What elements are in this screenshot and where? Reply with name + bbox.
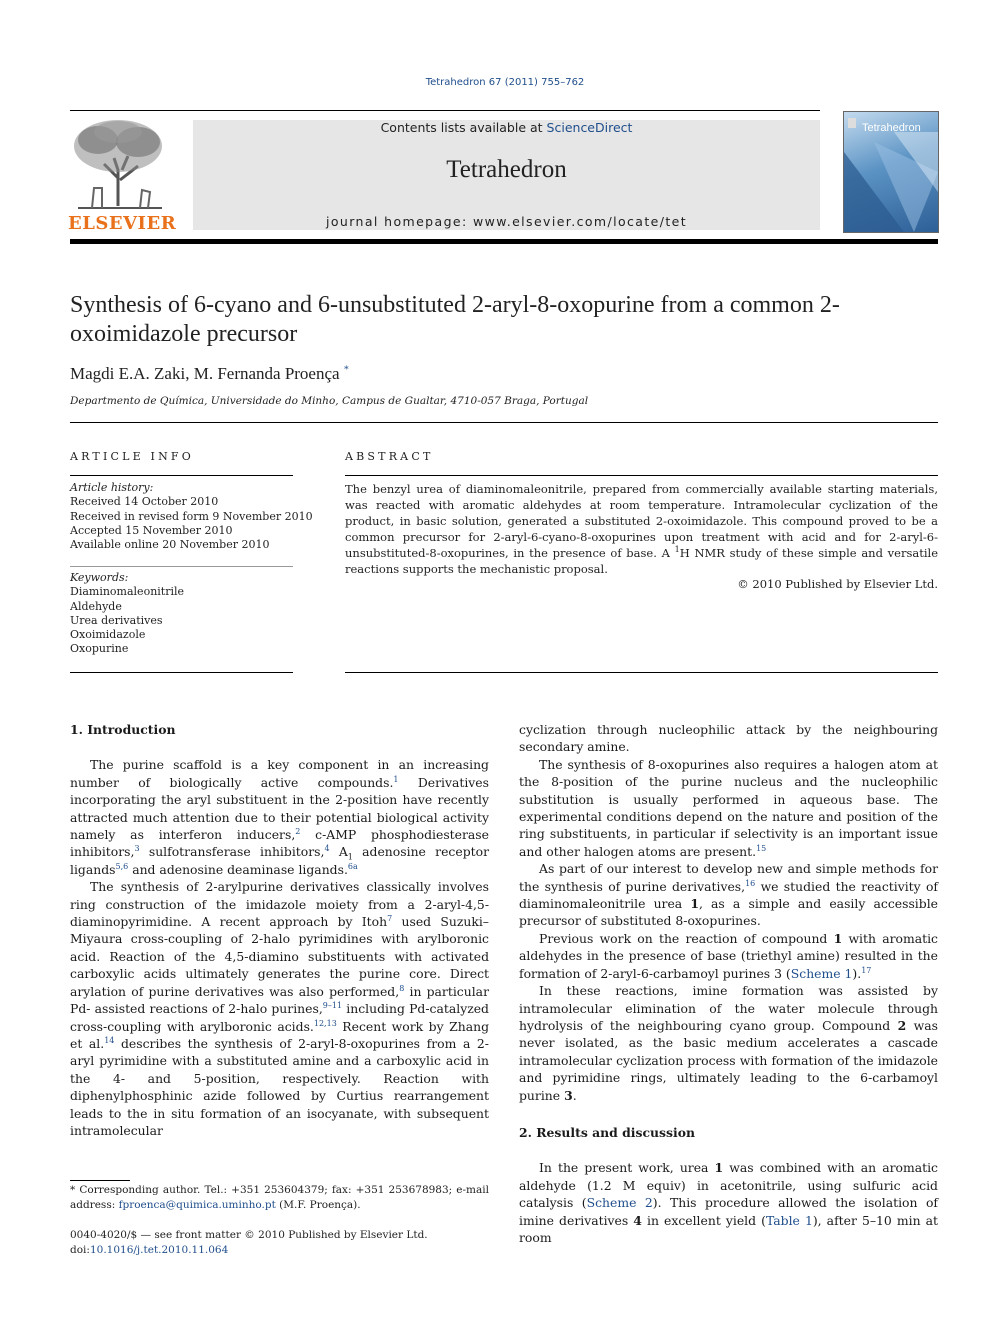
author-proenca[interactable]: M. Fernanda Proença <box>193 364 340 383</box>
ref-link[interactable]: 3 <box>134 844 140 854</box>
author-zaki[interactable]: Magdi E.A. Zaki, <box>70 364 194 383</box>
body-left-column <box>70 721 489 1139</box>
abstract-heading: ABSTRACT <box>345 450 434 463</box>
scheme-2-link[interactable]: Scheme 2 <box>586 1195 653 1211</box>
history-label: Article history: <box>70 481 154 494</box>
contents-prefix: Contents lists available at <box>380 120 547 135</box>
ref-link[interactable]: 8 <box>399 983 405 993</box>
ref-link[interactable]: 15 <box>756 843 767 853</box>
body-paragraph: Previous work on the reaction of compound 1 with aromatic aldehydes in the presence of base (triethyl amine) resulted in the formation of 2-aryl-6-carbamoyl purines 3 (Scheme 1).$^{17}$ <box>519 930 938 981</box>
article-info-rule <box>70 475 293 476</box>
elsevier-logo[interactable] <box>68 118 177 234</box>
issn-line: 0040-4020/$ — see front matter © 2010 Published by Elsevier Ltd. <box>70 1229 428 1241</box>
affiliation: Departmento de Química, Universidade do Minho, Campus de Gualtar, 4710-057 Braga, Portugal <box>70 395 589 407</box>
keyword: Aldehyde <box>70 599 122 613</box>
elsevier-tree-icon <box>68 118 172 210</box>
keyword: Diaminomaleonitrile <box>70 585 185 599</box>
body-paragraph: In the present work, urea 1 was combined with an aromatic aldehyde (1.2 M equiv) in acetonitrile, using sulfuric acid catalysis (Scheme 2). This procedure allowed the isolation of imine derivatives 4 in excellent yield (Table 1), after 5–10 min at room <box>519 1160 938 1245</box>
body-paragraph: The synthesis of 8-oxopurines also requires a halogen atom at the 8-position of the purine nucleus and the nucleophilic substitution is usually performed in aqueous base. The experimental conditions depend on the nature and position of the ring substituents, in particular if selectivity is an important issue and other halogen atoms are present.$^{15}$ <box>519 756 938 859</box>
sciencedirect-link[interactable]: ScienceDirect <box>546 120 633 135</box>
history-item: Received 14 October 2010 <box>70 495 219 509</box>
ref-link[interactable]: 1 <box>393 774 399 784</box>
history-item: Received in revised form 9 November 2010 <box>70 509 313 523</box>
article-info-bottom-rule <box>70 672 293 673</box>
history-item: Available online 20 November 2010 <box>70 538 270 552</box>
contents-line <box>193 120 820 135</box>
doi-link[interactable]: 10.1016/j.tet.2010.11.064 <box>89 1243 229 1256</box>
body-right-column <box>519 721 938 1246</box>
keyword: Oxoimidazole <box>70 628 146 642</box>
abstract-text: The benzyl urea of diaminomaleonitrile, prepared from commercially available starting materials, was reacted with aromatic aldehydes at room temperature. Intramolecular cyclization of the product, in basic solution, generated a substituted 2-oxoimidazole. This compound proved to be a common precursor for 2-aryl-6-cyano-8-oxopurines upon treatment with acid and for 2-aryl-6-unsubstituted-8-oxopurines, in the presence of base. A $^1$H NMR study of these simple and versatile reactions supports the mechanistic proposal. <box>345 482 938 576</box>
doi-line: doi:10.1016/j.tet.2010.11.064 <box>70 1243 229 1256</box>
abstract-copyright: © 2010 Published by Elsevier Ltd. <box>737 577 938 591</box>
ref-link[interactable]: 9–11 <box>322 1000 343 1010</box>
history-item: Accepted 15 November 2010 <box>70 523 233 537</box>
journal-citation[interactable]: Tetrahedron 67 (2011) 755–762 <box>425 77 585 88</box>
elsevier-wordmark: ELSEVIER <box>68 213 177 234</box>
ref-link[interactable]: 16 <box>745 878 756 888</box>
keywords <box>70 571 184 657</box>
intro-paragraph-1: The purine scaffold is a key component in an increasing number of biologically active compounds.$^1$ Derivatives incorporating the aryl substituent in the 2-position have recently attracted much attention due to their potential biological activity namely as interferon inducers,$^2$ c-AMP phosphodiesterase inhibitors,$^3$ sulfotransferase inhibitors,$^4$ $A_1$ adenosine receptor ligands$^{5,6}$ and adenosine deaminase ligands.$^{6a}$ <box>70 757 489 877</box>
ref-link[interactable]: 4 <box>324 844 330 854</box>
email-link[interactable]: fproenca@quimica.uminho.pt <box>118 1199 276 1211</box>
intro-heading: 1. Introduction <box>70 722 176 737</box>
abstract-rule <box>345 475 938 476</box>
journal-cover-thumbnail[interactable] <box>843 111 939 233</box>
corresponding-author-mark[interactable]: * <box>343 364 349 376</box>
ref-link[interactable]: 2 <box>295 826 301 836</box>
journal-banner <box>193 120 820 230</box>
keyword: Oxopurine <box>70 642 129 656</box>
ref-link[interactable]: 14 <box>104 1035 115 1045</box>
journal-name: Tetrahedron <box>446 156 567 183</box>
body-paragraph: As part of our interest to develop new and simple methods for the synthesis of purine derivatives,$^{16}$ we studied the reactivity of diaminomaleonitrile urea 1, as a simple and easily accessible precursor of substituted 8-oxopurines. <box>519 861 938 929</box>
keyword: Urea derivatives <box>70 613 163 627</box>
ref-link[interactable]: 6a <box>347 861 358 871</box>
body-paragraph: In these reactions, imine formation was assisted by intramolecular elimination of the water molecule through hydrolysis of the neighbouring cyano group. Compound 2 was never isolated, as the basic medium accelerates a cascade intramolecular cyclization process with formation of the imidazole and pyrimidine rings, ultimately leading to the 6-carbamoyl purine 3. <box>519 983 939 1103</box>
title-rule <box>70 422 938 423</box>
cover-title: Tetrahedron <box>862 122 921 134</box>
ref-link[interactable]: 17 <box>861 965 872 975</box>
header-thick-rule <box>70 239 938 244</box>
abstract-bottom-rule <box>345 672 938 673</box>
intro-paragraph-2: The synthesis of 2-arylpurine derivatives classically involves ring construction of the imidazole moiety from a 2-aryl-4,5-diaminopyrimidine. A recent approach by Itoh$^7$ used Suzuki–Miyaura cross-coupling of 2-halo pyrimidines with arylboronic acid. Reaction of the 4,5-diamino substituents with activated carboxylic acids ultimately generates the purine core. Direct arylation of purine derivatives was also performed,$^8$ in particular Pd- assisted reactions of 2-halo purines,$^{9-11}$ including Pd-catalyzed cross-coupling with arylboronic acids.$^{12,13}$ Recent work by Zhang et al.$^{14}$ describes the synthesis of 2-aryl-8-oxopurines from a 2-aryl pyrimidine with a substituted amine and a carboxylic acid in the 4- and 5-position, respectively. Reaction with diphenylphosphinic azide followed by Curtius rearrangement leads to the in situ formation of an isocyanate, with subsequent intramolecular <box>70 879 490 1138</box>
author-list <box>70 364 349 384</box>
header-rule <box>70 110 820 111</box>
results-heading: 2. Results and discussion <box>519 1124 695 1140</box>
issn-doi <box>70 1228 428 1257</box>
body-paragraph-continued: cyclization through nucleophilic attack by the neighbouring secondary amine. <box>519 722 938 755</box>
table-1-link[interactable]: Table 1 <box>765 1212 813 1228</box>
article-info-heading: ARTICLE INFO <box>70 450 194 463</box>
ref-link[interactable]: 7 <box>387 913 393 923</box>
ref-link[interactable]: 5,6 <box>115 861 129 871</box>
article-history <box>70 481 313 552</box>
corresponding-author-footnote: * Corresponding author. Tel.: +351 253604379; fax: +351 253678983; e-mail address: fproenca@quimica.uminho.pt (M.F. Proença). <box>70 1184 489 1211</box>
ref-link[interactable]: 12,13 <box>313 1018 337 1028</box>
history-divider <box>70 566 293 567</box>
article-title: Synthesis of 6-cyano and 6-unsubstituted 2-aryl-8-oxopurine from a common 2-oxoimidazole precursor <box>70 292 840 347</box>
keywords-label: Keywords: <box>70 571 129 584</box>
footnote-rule <box>70 1180 130 1181</box>
scheme-1-link[interactable]: Scheme 1 <box>790 965 853 981</box>
journal-homepage-link[interactable]: journal homepage: www.elsevier.com/locate/tet <box>325 214 688 229</box>
